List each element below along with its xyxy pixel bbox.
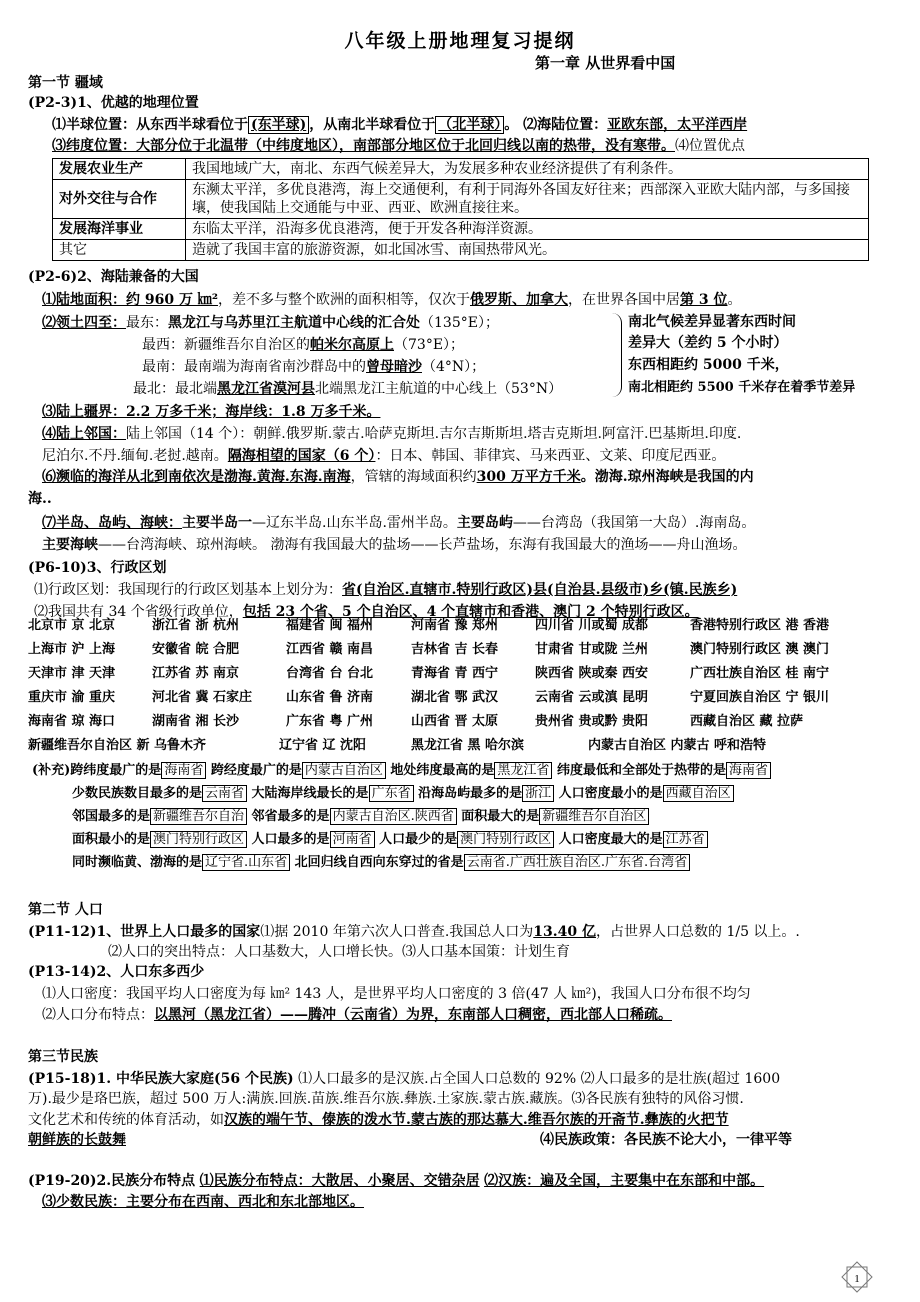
side-note: 南北相距约 5500 千米存在着季节差异	[628, 380, 856, 395]
answer-box: 广东省	[369, 785, 414, 802]
underlined-answer: 帕米尔高原上	[310, 337, 394, 353]
text: ⑴人口最多的是汉族.占全国人口总数的 92% ⑵人口最多的是壮族(超过 1600	[298, 1071, 781, 1087]
row-header: 发展海洋事业	[53, 219, 186, 240]
supplement-line	[32, 762, 771, 780]
underlined-answer: 以黑河（黑龙江省）——腾冲（云南省）为界，东南部人口稠密，西北部人口稀疏。	[154, 1007, 672, 1023]
underlined-answer: 300 万平方千米	[476, 469, 581, 485]
bold-text: (P19-20)2.民族分布特点	[28, 1173, 196, 1189]
province-entry: 浙江省 浙 杭州	[152, 618, 240, 633]
distribution-feature-line	[28, 1172, 764, 1190]
answer-box: 西藏自治区	[663, 785, 734, 802]
province-entry: 甘肃省 甘或陇 兰州	[535, 642, 649, 657]
subsection-heading: (P2-3)1、优越的地理位置	[28, 95, 199, 111]
text: ，差不多与整个欧洲的面积相等，仅次于	[217, 292, 470, 308]
table-row	[53, 180, 869, 219]
province-entry: 福建省 闽 福州	[286, 618, 374, 633]
province-entry: 香港特别行政区 港 香港	[690, 618, 830, 633]
side-note: 差异大（差约 5 个小时）	[628, 335, 788, 351]
underlined-answer: 渤海.黄海.东海.南海	[224, 469, 351, 485]
admin-line	[34, 581, 737, 599]
bold-text: (P15-18)1. 中华民族大家庭(56 个民族)	[28, 1071, 294, 1087]
latitude-line	[52, 137, 745, 155]
answer-box: 新疆维吾尔自治区	[539, 808, 649, 825]
text: ⑷位置优点	[675, 138, 745, 154]
text: 少数民族数目最多的是	[72, 786, 203, 801]
extreme-north-line	[133, 380, 562, 398]
bold-text: 主要半岛一	[182, 515, 252, 531]
answer-box: 海南省	[726, 762, 771, 779]
side-note: 南北气候差异显著东西时间	[628, 314, 796, 330]
text: 最南：最南端为海南省南沙群岛中的	[142, 359, 366, 375]
answer-box: 云南省.广西壮族自治区.广东省.台湾省	[464, 854, 690, 871]
text: 面积最小的是	[72, 832, 151, 847]
text: 跨经度最广的是	[206, 763, 302, 778]
row-header: 其它	[53, 240, 186, 261]
ethnic-line-3	[28, 1111, 729, 1129]
province-entry: 辽宁省 辽 沈阳	[279, 738, 367, 753]
underlined-answer: 13.40 亿	[533, 924, 596, 940]
province-entry: 河北省 冀 石家庄	[152, 690, 253, 705]
province-entry: 贵州省 贵或黔 贵阳	[535, 714, 649, 729]
text: 邻国最多的是	[72, 809, 151, 824]
province-entry: 上海市 沪 上海	[28, 642, 116, 657]
bold-text: 主要海峡	[42, 537, 98, 553]
text: 人口密度最小的是	[554, 786, 663, 801]
underlined-answer: 大部分位于北温带（中纬度地区），南部部分地区位于北回归线以南的热带，没有寒带。	[136, 138, 675, 154]
province-entry: 安徽省 皖 合肥	[152, 642, 240, 657]
border-line: ⑶陆上疆界：2.2 万多千米；海岸线：1.8 万多千米。	[42, 404, 381, 420]
row-header: 发展农业生产	[53, 159, 186, 180]
answer-box: 内蒙古自治区	[302, 762, 386, 779]
label: ⑵领土四至：	[42, 315, 126, 331]
answer-box: (东半球)	[248, 116, 309, 134]
brace-divider	[611, 313, 622, 397]
text: ⑴行政区划：我国现行的行政区划基本上划分为：	[34, 582, 342, 598]
text: ——台湾岛（我国第一大岛）.海南岛。	[512, 515, 756, 531]
province-entry: 重庆市 渝 重庆	[28, 690, 116, 705]
province-entry: 陕西省 陕或秦 西安	[535, 666, 649, 681]
text: 最西：新疆维吾尔自治区的	[142, 337, 310, 353]
distribution-line	[42, 1006, 672, 1024]
text: 沿海岛屿最多的是	[413, 786, 523, 801]
province-entry: 山西省 晋 太原	[411, 714, 499, 729]
answer-box: 黑龙江省	[494, 762, 552, 779]
text: ⑴据 2010 年第六次人口普查.我国总人口为	[260, 924, 534, 940]
text: ⑵我国共有 34 个省级行政单位，	[34, 604, 243, 620]
table-row	[53, 240, 869, 261]
text: ⑵人口分布特点：	[42, 1007, 154, 1023]
province-entry: 云南省 云或滇 昆明	[535, 690, 649, 705]
label: ⑺半岛、岛屿、海峡：	[42, 515, 182, 531]
row-content: 造就了我国丰富的旅游资源，如北国冰雪、南国热带风光。	[186, 240, 869, 261]
underlined-answer: 朝鲜族的长鼓舞	[28, 1132, 126, 1148]
label: ⑷陆上邻国：	[42, 426, 126, 442]
text: 纬度最低和全部处于热带的是	[552, 763, 726, 778]
table-row	[53, 219, 869, 240]
text: 最东：	[126, 315, 168, 331]
label: ⑴陆地面积：约 960 万 ㎞²	[42, 292, 218, 308]
page-title: 八年级上册地理复习提纲	[344, 30, 576, 52]
text: （4°N）；	[422, 359, 486, 375]
page-number: 1	[854, 1273, 860, 1285]
text: (补充)跨纬度最广的是	[32, 763, 162, 778]
text: 尼泊尔.不丹.缅甸.老挝.越南。	[42, 448, 228, 464]
underlined-answer: 亚欧东部，太平洋西岸	[607, 117, 748, 133]
section-heading: 第二节 人口	[28, 902, 103, 918]
province-entry: 吉林省 吉 长春	[411, 642, 499, 657]
text: ⑴半球位置：从东西半球看位于	[52, 117, 248, 133]
supplement-line	[72, 785, 734, 803]
province-entry: 河南省 豫 郑州	[411, 618, 499, 633]
province-entry: 黑龙江省 黑 哈尔滨	[411, 738, 525, 753]
subsection-heading: (P13-14)2、人口东多西少	[28, 964, 205, 980]
province-entry: 广西壮族自治区 桂 南宁	[690, 666, 830, 681]
answer-box: 新疆维吾尔自治	[150, 808, 247, 825]
answer-box: 江苏省	[663, 831, 708, 848]
answer-box: （北半球）	[435, 116, 504, 134]
text: 。 ⑵海陆位置：	[504, 117, 608, 133]
province-entry: 北京市 京 北京	[28, 618, 116, 633]
answer-box: 河南省	[330, 831, 375, 848]
province-entry: 宁夏回族自治区 宁 银川	[690, 690, 830, 705]
province-entry: 山东省 鲁 济南	[286, 690, 374, 705]
page-number-badge	[841, 1261, 873, 1293]
underlined-answer: 隔海相望的国家（6 个）	[227, 448, 376, 464]
neighbors-line	[42, 425, 741, 443]
side-note: 东西相距约 5000 千米，	[628, 357, 789, 373]
province-entry: 台湾省 台 台北	[286, 666, 374, 681]
answer-box: 浙江	[522, 785, 554, 802]
underlined-answer: ⑴民族分布特点：大散居、小聚居、交错杂居	[199, 1173, 480, 1189]
hemisphere-line	[52, 116, 747, 134]
chapter-heading: 第一章 从世界看中国	[535, 54, 676, 72]
text: 北端黑龙江主航道的中心线上（53°N）	[315, 381, 563, 397]
extreme-west-line	[142, 336, 464, 354]
underlined-answer: 曾母暗沙	[366, 359, 422, 375]
subsection-heading: (P6-10)3、行政区划	[28, 560, 167, 576]
text: ，在世界各国中居	[567, 292, 680, 308]
text: 北回归线自西向东穿过的省是	[290, 855, 464, 870]
density-line: ⑴人口密度：我国平均人口密度为每 ㎞² 143 人，是世界平均人口密度的 3 倍(47 人 ㎞²)，我国人口分布很不均匀	[42, 986, 751, 1002]
province-entry: 青海省 青 西宁	[411, 666, 499, 681]
ethnic-line	[28, 1070, 780, 1088]
text: ，管辖的海域面积约	[350, 469, 477, 485]
province-entry: 海南省 琼 海口	[28, 714, 116, 729]
province-entry: 四川省 川或蜀 成都	[535, 618, 649, 633]
bold-text: ⑷民族政策：各民族不论大小，一律平等	[540, 1132, 792, 1148]
text: 人口最多的是	[247, 832, 330, 847]
province-entry: 西藏自治区 藏 拉萨	[690, 714, 804, 729]
text: 人口密度最大的是	[554, 832, 663, 847]
province-entry: 新疆维吾尔自治区 新 乌鲁木齐	[28, 738, 207, 753]
label: ⑶纬度位置：	[52, 138, 136, 154]
text: 地处纬度最高的是	[385, 763, 495, 778]
row-header: 对外交往与合作	[53, 180, 186, 219]
province-entry: 天津市 津 天津	[28, 666, 116, 681]
minority-line: ⑶少数民族：主要分布在西南、西北和东北部地区。	[42, 1194, 364, 1210]
text: 邻省最多的是	[247, 809, 330, 824]
peninsula-line	[42, 514, 755, 532]
province-entry: 湖北省 鄂 武汉	[411, 690, 499, 705]
advantages-table	[52, 158, 869, 261]
table-row	[53, 159, 869, 180]
province-entry: 内蒙古自治区 内蒙古 呼和浩特	[588, 738, 767, 753]
text: ，占世界人口总数的 1/5 以上。.	[596, 924, 800, 940]
section-heading: 第一节 疆域	[28, 75, 103, 91]
underlined-answer: 俄罗斯、加拿大	[469, 292, 568, 308]
population-line-2: ⑵人口的突出特点：人口基数大，人口增长快。⑶人口基本国策：计划生育	[108, 944, 570, 960]
supplement-line	[72, 808, 649, 826]
underlined-answer: 包括 23 个省、5 个自治区、4 个直辖市和香港、澳门 2 个特别行政区。	[242, 604, 699, 620]
text: ——台湾海峡、琼州海峡。 渤海有我国最大的盐场——长芦盐场，东海有我国最大的渔场——舟山渔场。	[98, 537, 747, 553]
bold-text: 黑龙江与乌苏里江主航道中心线的汇合处	[168, 315, 420, 331]
supplement-line	[72, 854, 690, 872]
row-content: 我国地域广大，南北、东西气候差异大，为发展多种农业经济提供了有利条件。	[186, 159, 869, 180]
seas-line-2: 海..	[28, 491, 52, 507]
province-entry: 澳门特别行政区 澳 澳门	[690, 642, 830, 657]
province-entry: 湖南省 湘 长沙	[152, 714, 240, 729]
text: ，从南北半球看位于	[309, 117, 436, 133]
label: ⑹濒临的海洋从北到南依次是	[42, 469, 224, 485]
answer-box: 澳门特别行政区	[457, 831, 554, 848]
underlined-answer: 省(自治区.直辖市.特别行政区)县(自治县.县级市)乡(镇.民族乡)	[342, 582, 738, 598]
neighbors-line-2	[42, 447, 725, 465]
province-entry: 广东省 粤 广州	[286, 714, 374, 729]
extreme-east-line	[42, 314, 499, 332]
text: （73°E）；	[394, 337, 465, 353]
text: 文化艺术和传统的体育活动，如	[28, 1112, 224, 1128]
text: 最北：最北端	[133, 381, 217, 397]
row-content: 东临太平洋，沿海多优良港湾，便于开发各种海洋资源。	[186, 219, 869, 240]
underlined-answer: 黑龙江省漠河县	[217, 381, 315, 397]
population-line	[28, 923, 800, 941]
extreme-south-line	[142, 358, 485, 376]
ethnic-line-2: 万).最少是珞巴族，超过 500 万人:满族.回族.苗族.维吾尔族.彝族.土家族.蒙古族.藏族。⑶各民族有独特的风俗习惯.	[28, 1091, 744, 1107]
text: 同时濒临黄、渤海的是	[72, 855, 203, 870]
text: 大陆海岸线最长的是	[247, 786, 369, 801]
text: 人口最少的是	[374, 832, 458, 847]
answer-box: 内蒙古自治区.陕西省	[330, 808, 457, 825]
text: 面积最大的是	[456, 809, 540, 824]
underlined-answer: 汉族的端午节、傣族的泼水节.蒙古族的那达慕大.维吾尔族的开斋节.彝族的火把节	[224, 1112, 729, 1128]
answer-box: 澳门特别行政区	[150, 831, 247, 848]
bold-text: 主要岛屿	[456, 515, 513, 531]
supplement-line	[72, 831, 708, 849]
underlined-answer: 第 3 位	[679, 292, 728, 308]
answer-box: 云南省	[202, 785, 247, 802]
answer-box: 海南省	[161, 762, 206, 779]
province-entry: 江苏省 苏 南京	[152, 666, 240, 681]
underlined-answer: ⑵汉族：遍及全国，主要集中在东部和中部。	[484, 1173, 765, 1189]
answer-box: 辽宁省.山东省	[202, 854, 290, 871]
strait-line	[42, 536, 746, 554]
section-heading: 第三节民族	[28, 1049, 98, 1065]
bold-text: (P11-12)1、世界上人口最多的国家	[28, 924, 261, 940]
subsection-heading: (P2-6)2、海陆兼备的大国	[28, 269, 199, 285]
area-line	[42, 291, 741, 309]
seas-line	[42, 468, 754, 486]
text: 陆上邻国（14 个）：朝鲜.俄罗斯.蒙古.哈萨克斯坦.吉尔吉斯斯坦.塔吉克斯坦.阿富汗.巴基斯坦.印度.	[126, 426, 742, 442]
row-content: 东濒太平洋，多优良港湾，海上交通便利，有利于同海外各国友好往来；西部深入亚欧大陆内部，与多国接壤，使我国陆上交通能与中亚、西亚、欧洲直接往来。	[186, 180, 869, 219]
text: 。	[727, 292, 742, 308]
text: ：日本、韩国、菲律宾、马来西亚、文莱、印度尼西亚。	[375, 448, 726, 464]
province-entry: 江西省 赣 南昌	[286, 642, 374, 657]
bold-text: 。渤海.琼州海峡是我国的内	[580, 469, 754, 485]
text: —辽东半岛.山东半岛.雷州半岛。	[252, 515, 457, 531]
ethnic-line-4	[28, 1131, 792, 1149]
text: （135°E）；	[420, 315, 499, 331]
